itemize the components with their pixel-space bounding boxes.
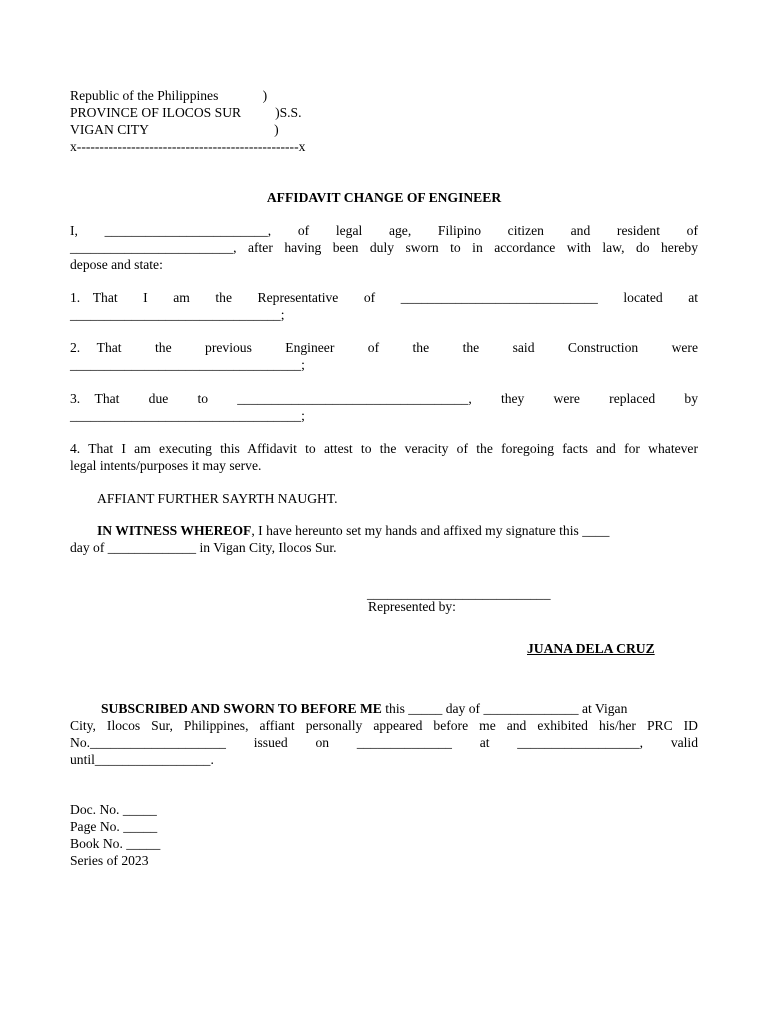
jurat-line-1 <box>101 700 627 717</box>
venue-line-republic: Republic of the Philippines ) <box>70 88 268 103</box>
intro-line-2: ________________________, after having been duly sworn to in accordance with law, do hereby <box>70 240 698 255</box>
doc-no: Doc. No. _____ <box>70 802 157 817</box>
affiant-further-line: AFFIANT FURTHER SAYRTH NAUGHT. <box>97 491 338 506</box>
para-4-line-1: 4. That I am executing this Affidavit to attest to the veracity of the foregoing facts and for whatever <box>70 441 698 456</box>
signature-line: ___________________________ <box>367 586 551 601</box>
series-year: Series of 2023 <box>70 853 149 868</box>
jurat-line-2: City, Ilocos Sur, Philippines, affiant personally appeared before me and exhibited his/her PRC ID <box>70 718 698 733</box>
represented-by-label: Represented by: <box>368 599 456 614</box>
jurat-bold: SUBSCRIBED AND SWORN TO BEFORE ME <box>101 701 382 716</box>
witness-line-2: day of _____________ in Vigan City, Ilocos Sur. <box>70 540 337 555</box>
para-2-line-2: __________________________________; <box>70 357 305 372</box>
jurat-line-3: No.____________________ issued on ______________ at __________________, valid <box>70 735 698 750</box>
para-3-line-2: __________________________________; <box>70 408 305 423</box>
jurat-line-4: until_________________. <box>70 752 214 767</box>
para-1-line-1: 1. That I am the Representative of _____________________________ located at <box>70 290 698 305</box>
witness-rest: , I have hereunto set my hands and affixed my signature this ____ <box>251 523 610 538</box>
venue-separator: x-------------------------------------------------x <box>70 139 306 154</box>
book-no: Book No. _____ <box>70 836 161 851</box>
intro-line-1: I, ________________________, of legal age, Filipino citizen and resident of <box>70 223 698 238</box>
venue-line-province: PROVINCE OF ILOCOS SUR )S.S. <box>70 105 302 120</box>
document-title: AFFIDAVIT CHANGE OF ENGINEER <box>266 190 502 205</box>
witness-line-1 <box>97 522 609 539</box>
para-1-line-2: _______________________________; <box>70 307 285 322</box>
para-4-line-2: legal intents/purposes it may serve. <box>70 458 262 473</box>
jurat-rest: this _____ day of ______________ at Vigan <box>381 701 628 716</box>
intro-line-3: depose and state: <box>70 257 163 272</box>
witness-bold: IN WITNESS WHEREOF <box>97 523 252 538</box>
venue-line-city: VIGAN CITY ) <box>70 122 279 137</box>
page-no: Page No. _____ <box>70 819 158 834</box>
para-2-line-1: 2. That the previous Engineer of the the said Construction were <box>70 340 698 355</box>
para-3-line-1: 3. That due to __________________________________, they were replaced by <box>70 391 698 406</box>
affiant-name: JUANA DELA CRUZ <box>527 641 655 656</box>
